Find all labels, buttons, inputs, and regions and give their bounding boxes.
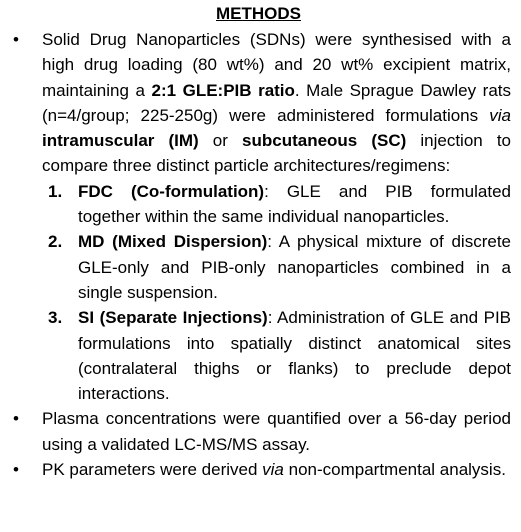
bullet-plasma-quantification bbox=[6, 406, 511, 457]
sdn-text-2: . Male Sprague Dawley rats (n=4/group; 225-250g) were administered formulations bbox=[42, 80, 511, 125]
regimen-number: 2. bbox=[48, 232, 63, 252]
gle-pib-ratio: 2:1 GLE:PIB ratio bbox=[151, 80, 295, 100]
bullet-pk-analysis bbox=[6, 457, 511, 482]
regimen-number: 3. bbox=[48, 308, 63, 328]
bullet-glyph: • bbox=[13, 460, 19, 480]
section-heading: METHODS bbox=[216, 4, 301, 23]
regimen-list bbox=[42, 179, 511, 407]
route-sc: subcutaneous (SC) bbox=[242, 131, 407, 151]
route-im: intramuscular (IM) bbox=[42, 131, 199, 151]
regimen-desc: : GLE and PIB formulated together within the same individual nanoparticles. bbox=[78, 181, 511, 227]
sdn-text-1: Solid Drug Nanoparticles (SDNs) were synthesised with a high drug loading (80 wt%) and 20 wt% excipient matrix, maintaining a bbox=[42, 30, 511, 100]
plasma-text: Plasma concentrations were quantified over a 56-day period using a validated LC-MS/MS assay. bbox=[42, 409, 511, 454]
pk-text-2: non-compartmental analysis. bbox=[283, 460, 506, 480]
methods-bullet-list bbox=[6, 27, 511, 482]
regimen-name: MD (Mixed Dispersion) bbox=[78, 232, 268, 252]
bullet-glyph: • bbox=[13, 30, 19, 49]
bullet-sdn-synthesis bbox=[6, 27, 511, 406]
regimen-name: FDC (Co-formulation) bbox=[78, 181, 265, 201]
regimen-item-md bbox=[42, 229, 511, 305]
regimen-item-si bbox=[42, 305, 511, 406]
regimen-number: 1. bbox=[48, 181, 63, 201]
via-italic: via bbox=[489, 105, 511, 125]
via-italic: via bbox=[262, 460, 284, 480]
regimen-desc: : A physical mixture of discrete GLE-only and PIB-only nanoparticles combined in a single suspension. bbox=[78, 232, 512, 302]
sdn-text-5: injection to compare three distinct particle architectures/regimens: bbox=[42, 131, 512, 176]
regimen-item-fdc bbox=[42, 179, 511, 230]
regimen-desc: : Administration of GLE and PIB formulations into spatially distinct anatomical sites (contralateral thighs or flanks) to preclude depot interactions. bbox=[78, 308, 512, 404]
sdn-text-4: or bbox=[198, 131, 243, 151]
regimen-name: SI (Separate Injections) bbox=[78, 308, 268, 328]
pk-text-1: PK parameters were derived bbox=[42, 460, 263, 480]
bullet-glyph: • bbox=[13, 409, 19, 429]
